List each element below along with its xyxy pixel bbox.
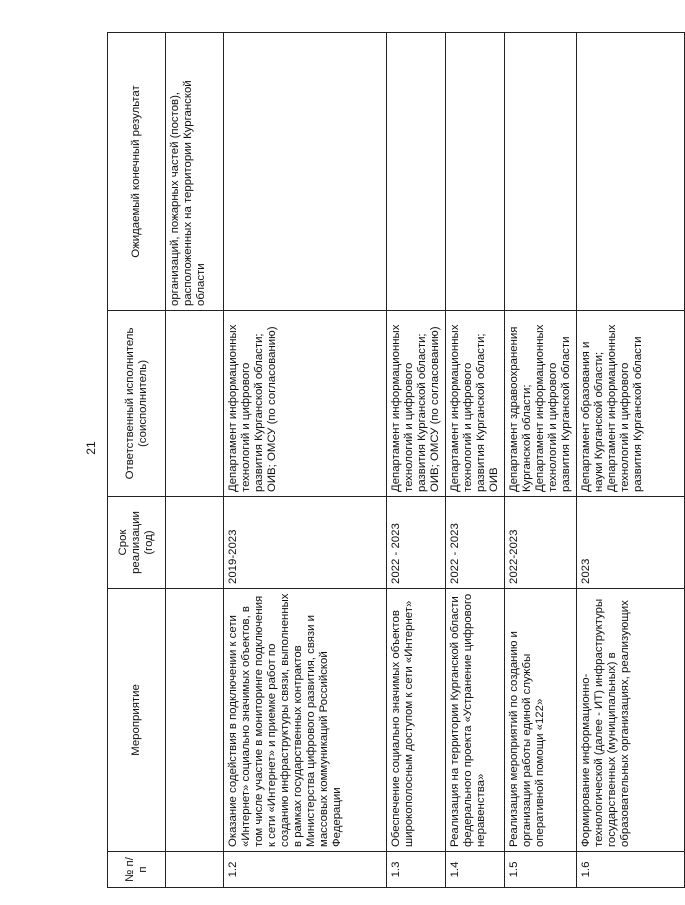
header-result: Ожидаемый конечный результат (108, 33, 166, 311)
cell-result (505, 33, 577, 311)
cell-executor: Департамент образования и науки Курганской области; Департамент информационных технологий и цифрового развития Курганской области (577, 311, 685, 497)
cell-period: 2022 - 2023 (387, 497, 446, 589)
table-header-row (108, 33, 166, 888)
cell-activity: Формирование информационно-технологической (далее - ИТ) инфраструктуры государственных (муниципальных) в образовательных организациях, реализующих (577, 589, 685, 852)
header-activity: Мероприятие (108, 589, 166, 852)
cell-num: 1.6 (577, 852, 685, 888)
header-executor: Ответственный исполнитель (соисполнитель) (108, 311, 166, 497)
cell-executor: Департамент информационных технологий и цифрового развития Курганской области; ОИВ; ОМСУ (по согласованию) (387, 311, 446, 497)
table-row (577, 33, 685, 888)
table-row (446, 33, 505, 888)
cell-executor: Департамент здравоохранения Курганской области; Департамент информационных технологий и цифрового развития Курганской области (505, 311, 577, 497)
cell-num: 1.2 (224, 852, 387, 888)
cell-empty (166, 852, 224, 888)
activities-table (107, 32, 685, 888)
cell-period: 2023 (577, 497, 685, 589)
header-num: № п/п (108, 852, 166, 888)
cell-result (446, 33, 505, 311)
cell-activity: Реализация мероприятий по созданию и организации работы единой службы оперативной помощи «122» (505, 589, 577, 852)
cell-activity: Реализация на территории Курганской области федерального проекта «Устранение цифрового неравенства» (446, 589, 505, 852)
cell-num: 1.4 (446, 852, 505, 888)
document-table-rotated (107, 33, 644, 888)
cell-num: 1.3 (387, 852, 446, 888)
table-row (505, 33, 577, 888)
table-row-continuation (166, 33, 224, 888)
cell-activity: Обеспечение социально значимых объектов широкополосным доступом к сети «Интернет» (387, 589, 446, 852)
cell-result (387, 33, 446, 311)
table-row (387, 33, 446, 888)
cell-period: 2022 - 2023 (446, 497, 505, 589)
cell-result: организаций, пожарных частей (постов), расположенных на территории Курганской области (166, 33, 224, 311)
table-row (224, 33, 387, 888)
cell-executor: Департамент информационных технологий и цифрового развития Курганской области; ОИВ (446, 311, 505, 497)
header-period: Срок реализации (год) (108, 497, 166, 589)
cell-empty (166, 589, 224, 852)
cell-period: 2019-2023 (224, 497, 387, 589)
cell-result (224, 33, 387, 311)
cell-num: 1.5 (505, 852, 577, 888)
cell-empty (166, 311, 224, 497)
page-number: 21 (84, 441, 98, 455)
cell-period: 2022-2023 (505, 497, 577, 589)
cell-empty (166, 497, 224, 589)
cell-activity: Оказание содействия в подключении к сети «Интернет» социально значимых объектов, в том числе участие в мониторинге подключения к сети «Интернет» и приемке работ по созданию инфраструктуры связи, выполненных в рамках государственных контрактов Министерства цифрового развития, связи и массовых коммуникаций Российской Федерации (224, 589, 387, 852)
cell-result (577, 33, 685, 311)
cell-executor: Департамент информационных технологий и цифрового развития Курганской области; ОИВ; ОМСУ (по согласованию) (224, 311, 387, 497)
